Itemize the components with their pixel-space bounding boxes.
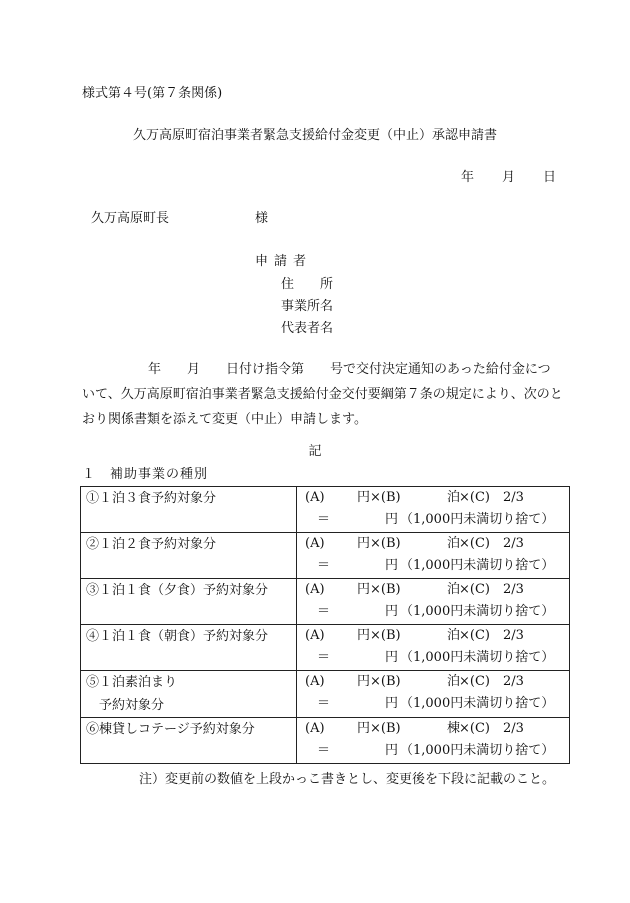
calc-equals: ＝ (317, 558, 331, 573)
calc-rounding-note: （1,000円未満切り捨て） (400, 743, 555, 758)
row-label: ①１泊３食予約対象分 (86, 491, 217, 506)
table-row (81, 487, 570, 533)
address-label: 住 所 (281, 277, 334, 292)
calc-c: ×(C) (459, 490, 490, 505)
calc-rounding-note: （1,000円未満切り捨て） (400, 512, 555, 527)
applicant-label: 申請者 (255, 254, 313, 269)
calc-unit: 泊 (447, 628, 461, 643)
calc-fraction: 2/3 (503, 582, 524, 597)
row-label-cont: 予約対象分 (99, 698, 165, 713)
calc-line-2 (297, 740, 569, 762)
calc-fraction: 2/3 (503, 721, 524, 736)
table-row (81, 718, 570, 764)
calc-rounding-note: （1,000円未満切り捨て） (400, 558, 555, 573)
calc-yen: 円 (385, 512, 399, 527)
table-row (81, 671, 570, 718)
date-year: 年 (461, 170, 475, 185)
calc-a: (A) (305, 628, 325, 643)
row-calc-cell (297, 579, 570, 625)
calc-line-1 (297, 487, 569, 509)
row-label-cell (81, 487, 297, 533)
subsidy-type-table (80, 486, 570, 764)
calc-yen: 円 (385, 696, 399, 711)
calc-yen: 円 (385, 650, 399, 665)
body-paragraph (82, 357, 563, 432)
row-label-cell (81, 533, 297, 579)
section-title: １ 補助事業の種別 (82, 467, 209, 482)
calc-yen: 円 (385, 743, 399, 758)
calc-fraction: 2/3 (503, 490, 524, 505)
calc-c: ×(C) (459, 721, 490, 736)
addressee-honorific: 様 (255, 211, 269, 226)
table-row (81, 579, 570, 625)
calc-line-1 (297, 533, 569, 555)
calc-equals: ＝ (317, 696, 331, 711)
calc-yen-b: 円×(B) (357, 536, 401, 551)
calc-fraction: 2/3 (503, 536, 524, 551)
row-label: ④１泊１食（朝食）予約対象分 (86, 629, 269, 644)
calc-a: (A) (305, 582, 325, 597)
row-calc-cell (297, 671, 570, 718)
calc-unit: 泊 (447, 674, 461, 689)
row-label: ③１泊１食（夕食）予約対象分 (86, 583, 269, 598)
calc-line-1 (297, 671, 569, 693)
table-row (81, 533, 570, 579)
row-calc-cell (297, 533, 570, 579)
date-line (461, 166, 556, 185)
calc-line-2 (297, 647, 569, 669)
row-calc-cell (297, 718, 570, 764)
calc-yen-b: 円×(B) (357, 490, 401, 505)
addressee-name: 久万高原町長 (91, 211, 170, 226)
calc-yen-b: 円×(B) (357, 721, 401, 736)
row-label: ⑥棟貸しコテージ予約対象分 (86, 722, 255, 737)
calc-line-2 (297, 509, 569, 531)
calc-fraction: 2/3 (503, 674, 524, 689)
body-line-1: 年 月 日付け指令第 号で交付決定通知のあった給付金につ (122, 362, 551, 377)
calc-a: (A) (305, 674, 325, 689)
ki-heading: 記 (308, 444, 322, 459)
calc-rounding-note: （1,000円未満切り捨て） (400, 604, 555, 619)
calc-yen-b: 円×(B) (357, 628, 401, 643)
calc-line-1 (297, 718, 569, 740)
document-title: 久万高原町宿泊事業者緊急支援給付金変更（中止）承認申請書 (132, 128, 497, 143)
calc-a: (A) (305, 536, 325, 551)
calc-line-2 (297, 555, 569, 577)
calc-c: ×(C) (459, 582, 490, 597)
calc-equals: ＝ (317, 604, 331, 619)
row-label-cell (81, 625, 297, 671)
date-day: 日 (543, 170, 557, 185)
row-calc-cell (297, 487, 570, 533)
calc-a: (A) (305, 490, 325, 505)
row-calc-cell (297, 625, 570, 671)
body-line-3: おり関係書類を添えて変更（中止）申請します。 (82, 412, 367, 427)
calc-unit: 泊 (447, 536, 461, 551)
office-name-label: 事業所名 (281, 299, 334, 314)
calc-line-2 (297, 601, 569, 623)
table-row (81, 625, 570, 671)
calc-unit: 泊 (447, 582, 461, 597)
calc-equals: ＝ (317, 650, 331, 665)
calc-yen: 円 (385, 558, 399, 573)
row-label-cell (81, 579, 297, 625)
calc-unit: 泊 (447, 490, 461, 505)
calc-yen-b: 円×(B) (357, 582, 401, 597)
calc-c: ×(C) (459, 628, 490, 643)
row-label: ②１泊２食予約対象分 (86, 537, 217, 552)
footnote: 注）変更前の数値を上段かっこ書きとし、変更後を下段に記載のこと。 (139, 772, 556, 787)
calc-yen-b: 円×(B) (357, 674, 401, 689)
calc-rounding-note: （1,000円未満切り捨て） (400, 650, 555, 665)
date-month: 月 (502, 170, 516, 185)
calc-a: (A) (305, 721, 325, 736)
calc-line-2 (297, 693, 569, 715)
row-label: ⑤１泊素泊まり (86, 675, 178, 690)
calc-yen: 円 (385, 604, 399, 619)
calc-unit: 棟 (447, 721, 461, 736)
row-label-cell (81, 718, 297, 764)
calc-rounding-note: （1,000円未満切り捨て） (400, 696, 555, 711)
calc-equals: ＝ (317, 512, 331, 527)
row-label-cell (81, 671, 297, 718)
body-line-2: いて、久万高原町宿泊事業者緊急支援給付金交付要綱第７条の規定により、次のと (82, 387, 563, 402)
calc-c: ×(C) (459, 536, 490, 551)
calc-fraction: 2/3 (503, 628, 524, 643)
calc-equals: ＝ (317, 743, 331, 758)
form-number: 様式第４号(第７条関係) (82, 86, 223, 101)
calc-line-1 (297, 579, 569, 601)
calc-line-1 (297, 625, 569, 647)
calc-c: ×(C) (459, 674, 490, 689)
representative-label: 代表者名 (281, 321, 334, 336)
